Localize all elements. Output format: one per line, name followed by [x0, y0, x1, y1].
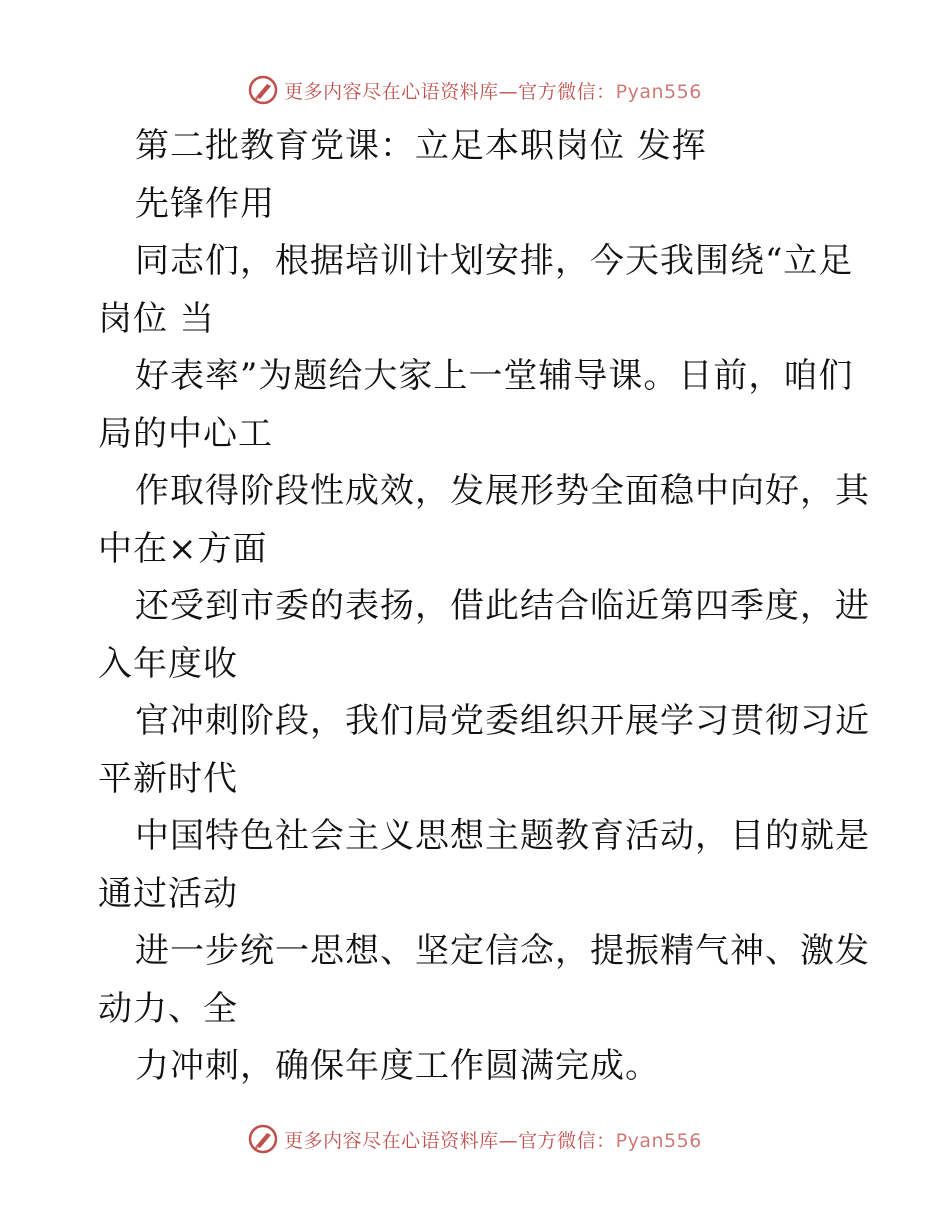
watermark-text: 更多内容尽在心语资料库—官方微信：Pyan556 [284, 80, 702, 103]
doc-line: 平新时代 [98, 758, 238, 799]
pen-logo-icon [248, 1124, 278, 1154]
doc-line: 动力、全 [98, 988, 238, 1029]
doc-line: 同志们，根据培训计划安排，今天我围绕“立足 [135, 241, 854, 281]
doc-line: 局的中心工 [98, 413, 273, 454]
doc-line: 官冲刺阶段，我们局党委组织开展学习贯彻习近 [135, 701, 870, 741]
doc-line: 岗位 当 [98, 298, 215, 339]
doc-line: 中在×方面 [98, 528, 268, 569]
document-body [98, 118, 870, 1096]
doc-line: 还受到市委的表扬，借此结合临近第四季度，进 [135, 586, 870, 626]
doc-line-title-2: 先锋作用 [135, 183, 275, 224]
pen-logo-icon [248, 75, 278, 105]
doc-line: 好表率”为题给大家上一堂辅导课。日前，咱们 [135, 356, 854, 396]
doc-line: 通过活动 [98, 873, 238, 914]
footer-watermark [0, 1119, 950, 1159]
header-watermark [0, 70, 950, 110]
doc-line: 入年度收 [98, 643, 238, 684]
watermark-text: 更多内容尽在心语资料库—官方微信：Pyan556 [284, 1129, 702, 1152]
doc-line: 力冲刺，确保年度工作圆满完成。 [135, 1046, 660, 1086]
doc-line-title-1: 第二批教育党课：立足本职岗位 发挥 [135, 126, 707, 166]
doc-line: 作取得阶段性成效，发展形势全面稳中向好，其 [135, 471, 870, 511]
doc-line: 进一步统一思想、坚定信念，提振精气神、激发 [135, 931, 870, 971]
doc-line: 中国特色社会主义思想主题教育活动，目的就是 [135, 816, 870, 856]
